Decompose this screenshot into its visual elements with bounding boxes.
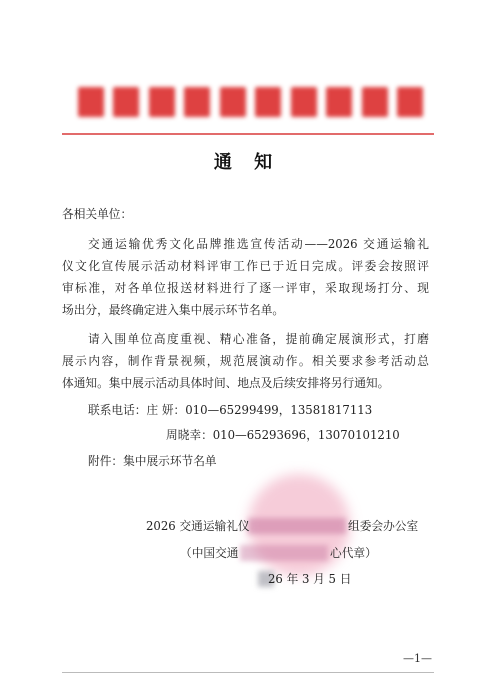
para1-line2: 仪文化宣传展示活动材料评审工作已于近日完成。评委会按照评 (62, 259, 429, 273)
para2-line1: 请入围单位高度重视、精心准备，提前确定展演形式，打磨 (88, 332, 429, 346)
contact-second: 周晓幸：010—65293696，13070101210 (166, 428, 400, 442)
redacted-text (240, 545, 328, 561)
letterhead-divider (62, 133, 434, 135)
document-title: 通 知 (213, 152, 281, 173)
para1-line4: 场出分，最终确定进入集中展示环节名单。 (62, 303, 285, 317)
para2-line2: 展示内容，制作背景视频，规范展演动作。相关要求参考活动总 (62, 354, 429, 368)
signature-org-left: 2026 交通运输礼仪 (146, 519, 250, 533)
redacted-text (248, 518, 346, 534)
signature-date: 26 年 3 月 5 日 (268, 572, 352, 586)
attachment-line: 附件：集中展示环节名单 (88, 454, 217, 468)
signature-org-right: 组委会办公室 (348, 519, 419, 533)
para1-line3: 审标准，对各单位报送材料进行了逐一评审，采取现场打分、现 (62, 281, 429, 295)
signature-seal-right: 心代章） (330, 546, 377, 560)
contact-line: 联系电话：庄 妍：010—65299499，13581817113 (88, 403, 373, 417)
page-number: —1— (403, 652, 432, 665)
signature-seal-left: （中国交通 (180, 546, 239, 560)
footer-divider (62, 672, 434, 673)
para2-line3: 体通知。集中展示活动具体时间、地点及后续安排将另行通知。 (62, 376, 390, 390)
para1-line1: 交通运输优秀文化品牌推选宣传活动——2026 交通运输礼 (88, 237, 429, 251)
letterhead-blurred (78, 82, 423, 122)
salutation: 各相关单位： (62, 207, 133, 221)
